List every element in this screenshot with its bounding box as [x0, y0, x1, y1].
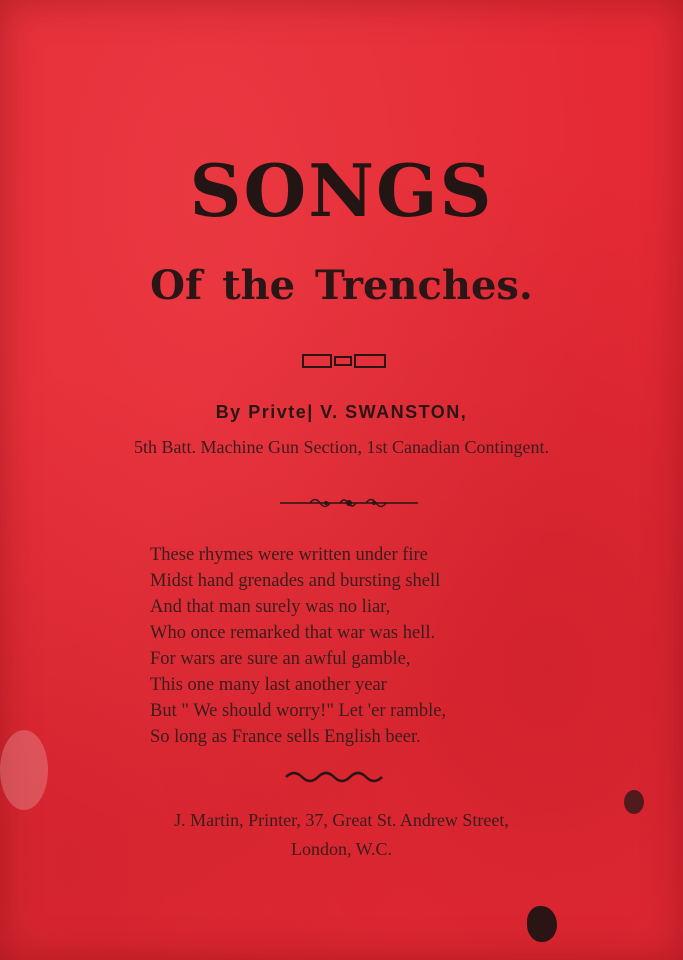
poem-line: And that man surely was no liar, [150, 597, 391, 617]
author-byline: By Privte| V. SWANSTON, [215, 402, 468, 422]
poem-line: Midst hand grenades and bursting shell [150, 571, 441, 591]
poem-line: But " We should worry!" Let 'er ramble, [150, 701, 447, 721]
cover-subtitle: Of the Trenches. [150, 262, 533, 309]
vine-ornament [280, 494, 418, 512]
poem [150, 542, 610, 750]
printer-line: J. Martin, Printer, 37, Great St. Andrew Street, [174, 810, 509, 830]
printer-line: London, W.C. [290, 839, 392, 859]
poem-line: These rhymes were written under fire [150, 545, 428, 565]
poem-line: Who once remarked that war was hell. [150, 623, 436, 643]
poem-line: For wars are sure an awful gamble, [150, 649, 411, 669]
wave-ornament [284, 770, 384, 784]
ink-stain [527, 906, 557, 942]
poem-line: This one many last another year [150, 675, 387, 695]
worn-patch [0, 730, 48, 810]
author-unit: 5th Batt. Machine Gun Section, 1st Canadian Contingent. [134, 437, 549, 457]
rectangle-ornament [302, 352, 386, 370]
ink-stain [624, 790, 644, 814]
poem-line: So long as France sells English beer. [150, 727, 421, 747]
printer-imprint [0, 806, 683, 864]
cover-title: SONGS [189, 148, 494, 233]
